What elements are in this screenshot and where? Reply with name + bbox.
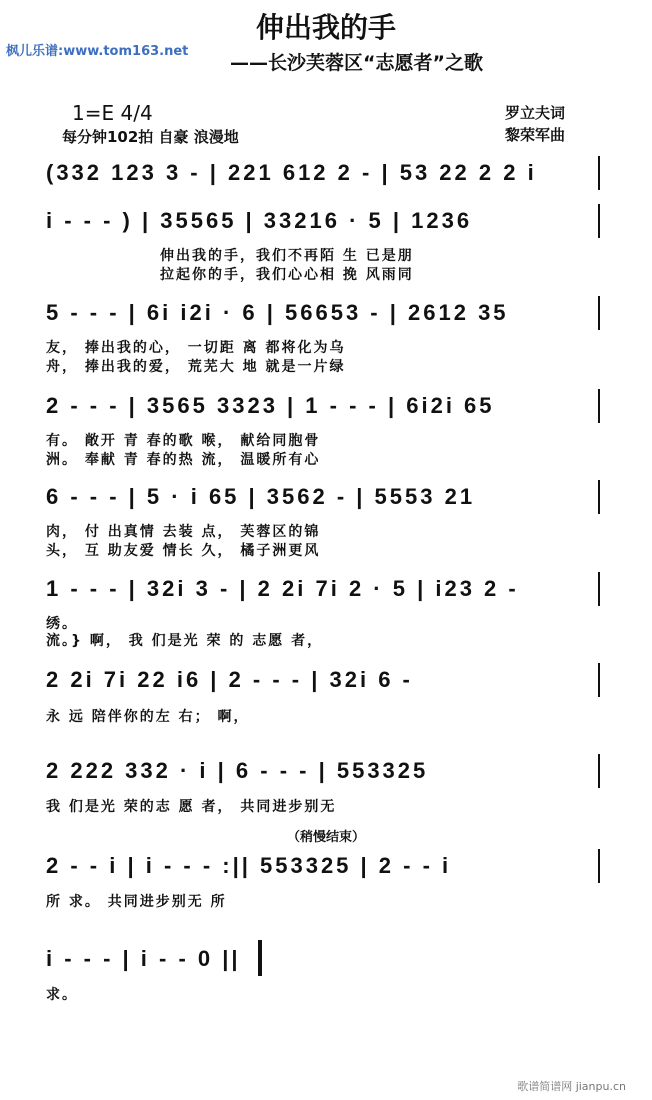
barline [598,204,600,238]
final-barline [258,940,262,976]
lyric-line-7: 永 远 陪伴你的左 右； 啊， [46,709,250,725]
lyric-line-6b: 流。} 啊， 我 们是光 荣 的 志愿 者， [46,633,324,649]
notation-line-4: 2 - - - | 3565 3323 | 1 - - - | 6i2i 65 [46,393,495,418]
notation-line-6: 1 - - - | 32i 3 - | 2 2i 7i 2 · 5 | i23 2 - [46,576,519,601]
notation-line-10: i - - - | i - - 0 || [46,946,241,971]
notation-line-2: i - - - ) | 35565 | 33216 · 5 | 1236 [46,208,473,233]
notation-line-9: 2 - - i | i - - - :|| 553325 | 2 - - i [46,853,452,878]
lyric-line-3b: 舟， 捧出我的爱， 荒芜大 地 就是一片绿 [46,359,346,375]
lyric-line-2b: 拉起你的手，我们心心相 挽 风雨同 [160,267,414,283]
lyric-line-6a: 绣。 [46,616,78,632]
tempo-marking: 每分钟102拍 自豪 浪漫地 [62,128,239,146]
ending-hint: （稍慢结束） [286,830,365,845]
notation-line-1: (332 123 3 - | 221 612 2 - | 53 22 2 2 i [46,160,537,185]
barline [598,389,600,423]
watermark: 歌谱简谱网 jianpu.cn [517,1080,626,1093]
lyric-line-3a: 友， 捧出我的心， 一切距 离 都将化为乌 [46,340,346,356]
barline [598,296,600,330]
key-signature: 1=E 4/4 [72,101,153,125]
barline [598,156,600,190]
lyricist-credit: 罗立夫词 [505,104,566,122]
lyric-line-4a: 有。 敞开 青 春的歌 喉， 献给同胞骨 [46,433,321,449]
barline [598,849,600,883]
composer-credit: 黎荣军曲 [505,126,566,144]
notation-line-7: 2 2i 7i 22 i6 | 2 - - - | 32i 6 - [46,667,413,692]
lyric-line-5b: 头， 互 助友爱 情长 久， 橘子洲更风 [46,543,321,559]
barline [598,572,600,606]
lyric-line-4b: 洲。 奉献 青 春的热 流， 温暖所有心 [46,452,321,468]
lyric-line-10: 求。 [46,987,78,1003]
lyric-line-8: 我 们是光 荣的志 愿 者， 共同进步别无 [46,799,337,815]
lyric-line-5a: 肉， 付 出真情 去装 点， 芙蓉区的锦 [46,524,321,540]
barline [598,663,600,697]
lyric-line-2a: 伸出我的手，我们不再陌 生 已是朋 [160,248,414,264]
song-title: 伸出我的手 [255,11,396,44]
notation-line-5: 6 - - - | 5 · i 65 | 3562 - | 5553 21 [46,484,476,509]
site-label[interactable]: 枫儿乐谱:www.tom163.net [6,44,189,59]
barline [598,754,600,788]
notation-line-3: 5 - - - | 6i i2i · 6 | 56653 - | 2612 35 [46,300,509,325]
lyric-line-9: 所 求。 共同进步别无 所 [46,894,227,910]
song-subtitle: ——长沙芙蓉区“志愿者”之歌 [230,52,483,74]
barline [598,480,600,514]
notation-line-8: 2 222 332 · i | 6 - - - | 553325 [46,758,429,783]
